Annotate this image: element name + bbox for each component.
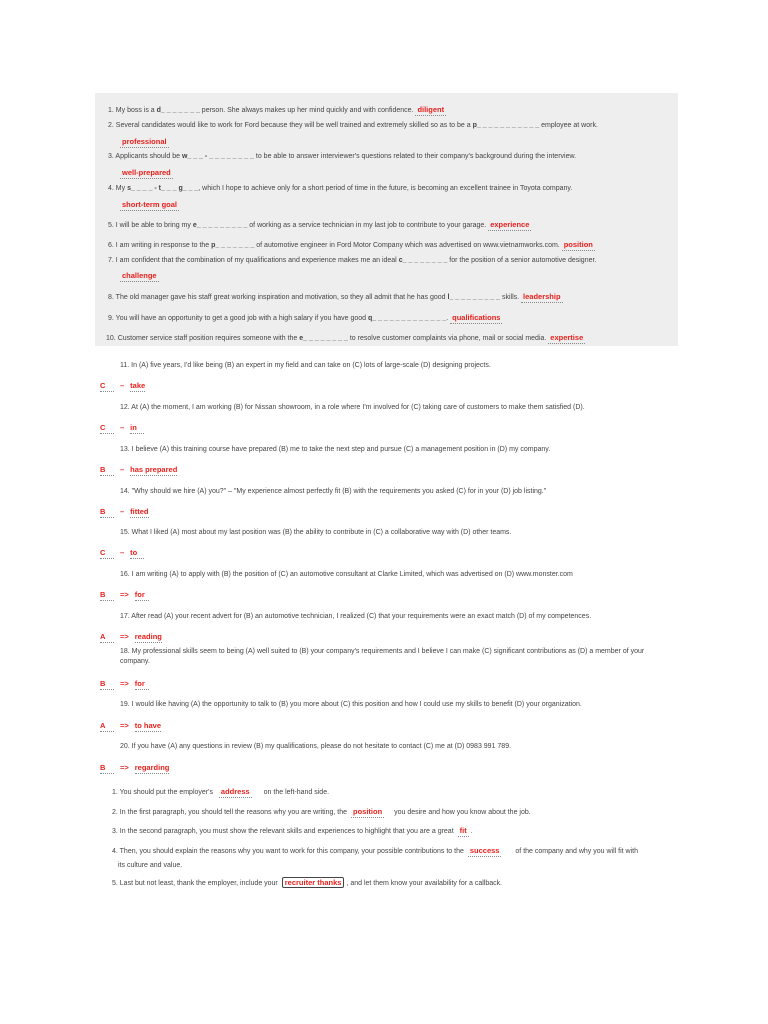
key-13-answer[interactable]: has prepared [130, 465, 178, 474]
answer-1[interactable]: diligent [417, 105, 445, 114]
key-15-letter[interactable]: C [100, 548, 114, 559]
key-17-letter[interactable]: A [100, 632, 114, 643]
sentence-5: 5. Last but not least, thank the employer, include your recruiter thanks , and let them know your availability for a callback. [112, 878, 503, 887]
key-13: B – has prepared [100, 465, 178, 474]
question-15: 15. What I liked (A) most about my last position was (B) the ability to contribute in (C) a collaborative way with (D) other teams. [120, 529, 512, 536]
blank-1[interactable]: address [220, 787, 250, 796]
answer-2[interactable]: professional [122, 137, 167, 146]
question-19: 19. I would like having (A) the opportunity to talk to (B) you more about (C) this position and how I could use my skills to benefit (D) your organization. [120, 701, 582, 708]
question-12: 12. At (A) the moment, I am working (B) for Nissan showroom, in a role where I'm involved for (C) taking care of customers to make them satisfied (D). [120, 404, 585, 411]
question-8: 8. The old manager gave his staff great working inspiration and motivation, so they all admit that he has good l_ _ _ _ _ _ _ _ _ skills. leadership [108, 292, 561, 301]
question-13: 13. I believe (A) this training course have prepared (B) me to take the next step and pursue (C) a management position in (D) my company. [120, 446, 551, 453]
key-16-letter[interactable]: B [100, 590, 114, 601]
key-20: B => regarding [100, 763, 170, 772]
key-13-letter[interactable]: B [100, 465, 114, 476]
key-15-answer[interactable]: to [130, 548, 144, 559]
key-11-letter[interactable]: C [100, 381, 114, 392]
question-16: 16. I am writing (A) to apply with (B) the position of (C) an automotive consultant at Clarke Limited, which was advertised on (D) www.monster.com [120, 571, 573, 578]
sentence-3: 3. In the second paragraph, you must show the relevant skills and experiences to highlight that you are a great fit . [112, 826, 473, 835]
key-19: A => to have [100, 721, 162, 730]
key-17-answer[interactable]: reading [134, 632, 162, 641]
question-14: 14. "Why should we hire (A) you?" – "My experience almost perfectly fit (B) with the requirements you asked (C) for in your (D) job listing." [120, 488, 547, 495]
blank-4[interactable]: success [469, 846, 500, 855]
key-12: C – in [100, 423, 144, 434]
question-20: 20. If you have (A) any questions in review (B) my qualifications, please do not hesitate to contact (C) me at (D) 0983 991 789. [120, 743, 512, 750]
key-19-letter[interactable]: A [100, 721, 114, 732]
answer-8[interactable]: leadership [523, 292, 561, 301]
key-18: B => for [100, 679, 149, 690]
key-20-letter[interactable]: B [100, 763, 114, 774]
question-7: 7. I am confident that the combination of my qualifications and experience makes me an ideal c_ _ _ _ _ _ _ _ for the position of a senior automotive designer. [108, 257, 597, 264]
answer-7[interactable]: challenge [122, 271, 157, 280]
sentence-2: 2. In the first paragraph, you should tell the reasons why you are writing, the position you desire and how you know about the job. [112, 807, 531, 816]
question-1: 1. My boss is a d_ _ _ _ _ _ _ person. She always makes up her mind quickly and with confidence. diligent [108, 105, 445, 114]
question-4: 4. My s_ _ _ _ - t_ _ _ g_ _ _, which I hope to achieve only for a short period of time in the future, is becoming an excellent trainee in Toyota company. [108, 185, 573, 192]
question-3: 3. Applicants should be w_ _ _ - _ _ _ _ _ _ _ _ to be able to answer interviewer's questions related to their company's background during the interview. [108, 153, 577, 160]
question-18-cont: company. [120, 658, 150, 665]
key-15: C – to [100, 548, 144, 559]
key-12-answer[interactable]: in [130, 423, 144, 434]
sentence-4: 4. Then, you should explain the reasons why you want to work for this company, your possible contributions to the success of the company and why you will fit with [112, 846, 638, 855]
key-16-answer[interactable]: for [135, 590, 149, 601]
question-2: 2. Several candidates would like to work for Ford because they will be well trained and extremely skilled so as to be a p_ _ _ _ _ _ _ _ _ _ _ employee at work. [108, 122, 598, 129]
question-17: 17. After read (A) your recent advert for (B) an automotive technician, I realized (C) that your requirements were an exact match (D) of my competences. [120, 613, 592, 620]
key-18-answer[interactable]: for [135, 679, 149, 690]
key-18-letter[interactable]: B [100, 679, 114, 690]
answer-6[interactable]: position [563, 240, 593, 249]
sentence-1: 1. You should put the employer's address on the left-hand side. [112, 787, 330, 796]
answer-3[interactable]: well-prepared [122, 168, 171, 177]
key-20-answer[interactable]: regarding [134, 763, 170, 772]
key-17: A => reading [100, 632, 162, 641]
key-11: C – take [100, 381, 146, 390]
blank-5-input[interactable]: recruiter thanks [282, 877, 345, 888]
question-6: 6. I am writing in response to the p_ _ _ _ _ _ _ of automotive engineer in Ford Motor Company which was advertised on www.vietnamworks.com. position [108, 240, 593, 249]
key-14: B – fitted [100, 507, 149, 516]
answer-4[interactable]: short-term goal [122, 200, 178, 209]
key-12-letter[interactable]: C [100, 423, 114, 434]
blank-2[interactable]: position [352, 807, 383, 816]
blank-3[interactable]: fit [459, 826, 467, 835]
answer-10[interactable]: expertise [550, 333, 584, 342]
sentence-4-cont: its culture and value. [118, 862, 183, 869]
question-18: 18. My professional skills seem to being (A) well suited to (B) your company's requirements and I believe I can make (C) significant contributions as (D) a member of your [120, 648, 645, 655]
question-5: 5. I will be able to bring my e_ _ _ _ _ _ _ _ _ of working as a service technician in my last job to contribute to your garage. experience [108, 220, 530, 229]
answer-5[interactable]: experience [490, 220, 530, 229]
question-11: 11. In (A) five years, I'd like being (B) an expert in my field and can take on (C) lots of large-scale (D) designing projects. [120, 362, 491, 369]
question-10: 10. Customer service staff position requires someone with the e_ _ _ _ _ _ _ _ to resolve customer complaints via phone, mail or social media. expertise [106, 333, 584, 342]
answer-9[interactable]: qualifications [452, 313, 501, 322]
key-16: B => for [100, 590, 149, 601]
key-14-answer[interactable]: fitted [130, 507, 149, 516]
key-11-answer[interactable]: take [130, 381, 146, 390]
question-9: 9. You will have an opportunity to get a good job with a high salary if you have good q_ _ _ _ _ _ _ _ _ _ _ _ _. qualifications [108, 313, 501, 322]
key-14-letter[interactable]: B [100, 507, 114, 518]
key-19-answer[interactable]: to have [134, 721, 162, 730]
